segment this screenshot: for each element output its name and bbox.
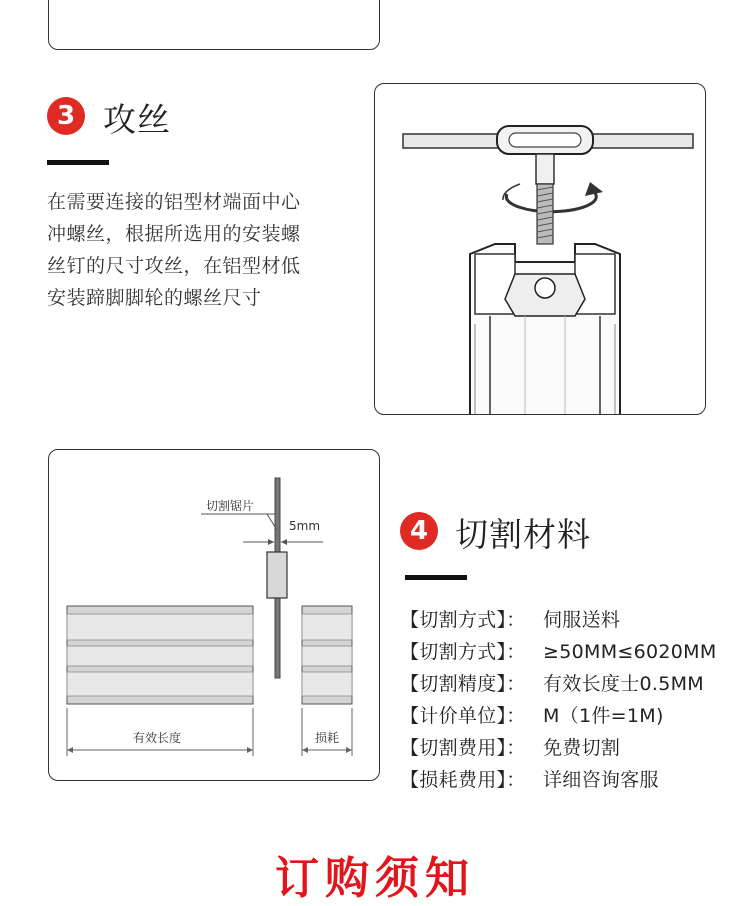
spec-row	[400, 733, 620, 760]
previous-section-frame	[48, 0, 380, 50]
tapping-illustration-frame	[374, 83, 706, 415]
description-line: 丝钉的尺寸攻丝，在铝型材低	[47, 255, 301, 277]
cutting-diagram	[49, 450, 380, 781]
spec-key: 【切割精度】：	[400, 673, 526, 695]
spec-row	[400, 701, 664, 728]
spec-value: 有效长度士0.5MM	[543, 673, 705, 695]
spec-key: 【计价单位】：	[400, 705, 526, 727]
spec-row	[400, 605, 620, 632]
description-line: 冲螺丝，根据所选用的安装螺	[47, 223, 301, 245]
section-3-description	[47, 186, 347, 314]
section-3-underline	[47, 160, 109, 165]
spec-row	[400, 637, 717, 664]
description-line: 在需要连接的铝型材端面中心	[47, 191, 301, 213]
loss-label: 损耗	[315, 731, 340, 745]
effective-length-label: 有效长度	[133, 731, 182, 745]
spec-row	[400, 669, 704, 696]
spec-value: 伺服送料	[543, 609, 621, 631]
spec-row	[400, 765, 659, 792]
section-4-underline	[405, 575, 467, 580]
spec-value: ≥50MM≤6020MM	[543, 641, 717, 663]
spec-key: 【切割方式】：	[400, 609, 526, 631]
order-notice-heading: 订购须知	[275, 853, 475, 904]
gap-dimension-label: 5mm	[289, 519, 321, 533]
spec-key: 【切割方式】：	[400, 641, 526, 663]
saw-blade-label: 切割锯片	[206, 499, 255, 513]
spec-value: 详细咨询客服	[543, 769, 659, 791]
spec-value: M（1件=1M)	[543, 705, 664, 727]
description-line: 安装蹄脚脚轮的螺丝尺寸	[47, 287, 262, 309]
section-3-title: 攻丝	[103, 100, 171, 139]
step-3-badge: 3	[47, 97, 85, 135]
spec-value: 免费切割	[543, 737, 621, 759]
spec-key: 【切割费用】：	[400, 737, 526, 759]
spec-key: 【损耗费用】：	[400, 769, 526, 791]
cutting-diagram-frame	[48, 449, 380, 781]
section-4-title: 切割材料	[455, 515, 591, 554]
tapping-illustration	[375, 84, 706, 415]
step-4-badge: 4	[400, 512, 438, 550]
